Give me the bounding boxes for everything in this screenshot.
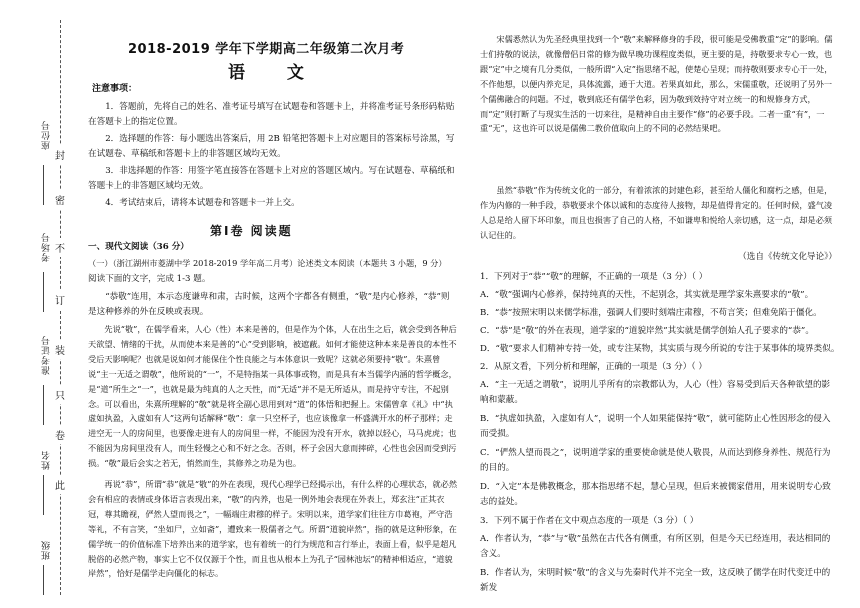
exam-room-label: 考场号 (42, 232, 52, 262)
question-stem: 3．下列不属于作者在文中观点态度的一项是（3 分）（ ） (480, 516, 699, 526)
class-label: 班级 (42, 540, 52, 560)
seal-mark: 只 (55, 385, 65, 404)
section-title: 第Ⅰ卷 阅读题 (210, 224, 293, 238)
question-option[interactable]: A．作者认为，“恭”与“敬”虽然在古代各有侧重，有所区别，但是今天已经连用，表达相同的含义。 (480, 534, 831, 560)
name-label: 姓名 (42, 450, 52, 470)
question-option[interactable]: B．“执虚如执盈，入虚如有人”，说明一个人如果能保持“敬”，就可能防止心性因形念的侵入而受损。 (480, 414, 831, 440)
question-option[interactable]: A．“主一无适之谓敬”，说明儿乎所有的宗教都认为，人心（性）容易受到后天各种欲望的影响和蒙蔽。 (480, 380, 831, 406)
question-stem: 2．从原文看，下列分析和理解，正确的一项是（3 分）（ ） (480, 362, 707, 372)
seal-mark: 卷 (55, 425, 65, 444)
question-option[interactable]: A．“敬”强调内心修养，保持纯真的天性，不起别念，其实就是理学家朱熹要求的“敬”。 (480, 290, 814, 300)
subject-title: 语 文 (228, 63, 322, 83)
subsection-heading: （一）（浙江湖州市菱湖中学 2018-2019 学年高二月考）论述类文本阅读（本题共 3 小题，9 分） (88, 258, 447, 268)
instruction: 阅读下面的文字，完成 1-3 题。 (88, 274, 211, 284)
passage-paragraph: 虽然“恭敬”作为传统文化的一部分，有着浓浓的封建色彩，甚至给人僵化和腐朽之感，但是，作为内修的一种手段，恭敬要求个体以诚和的态度待人接物，却是值得肯定的。任何时候，盛气凌人总是给人留下坏印象，而且也损害了自己的人格，不如谦卑和悦给人亲切感，这一点，却是必须认记住的。 (480, 185, 833, 240)
exam-title: 2018-2019 学年下学期高二年级第二次月考 (128, 42, 405, 57)
question-option[interactable]: C．“恭”是“敬”的外在表现，道学家的“道貌岸然”其实就是儒学创始人孔子要求的“恭”。 (480, 326, 814, 336)
question-option[interactable]: D．“入定”本是佛教概念，那本指思绪不起，慧心呈现，但后来被儒家借用，用来说明专心致志的益处。 (480, 482, 831, 508)
seat-number-label: 座位号 (42, 120, 52, 150)
admission-number-label: 准考证号 (42, 335, 52, 375)
binding-margin (0, 0, 78, 608)
notice-item: 3．非选择题的作答：用签字笔直接答在答题卡上对应的答题区域内。写在试题卷、草稿纸和答题卡上的非答题区域均无效。 (88, 166, 455, 192)
question-option[interactable]: D．“敬”要求人们精神专持一处，或专注某物，其实质与现今所说的专注于某事体的境界类似。 (480, 344, 840, 354)
seat-number-field[interactable] (43, 165, 44, 205)
source-citation: （选自《传统文化导论》） (738, 252, 837, 262)
passage-paragraph: “恭敬”连用，本示态度谦卑和肃，古时候，这两个字都各有侧重，“敬”是内心修养，“恭”则是这种修养的外在反映或表现。 (88, 292, 450, 318)
notice-heading: 注意事项： (92, 84, 138, 94)
admission-number-field[interactable] (43, 385, 44, 425)
question-option[interactable]: C．“俨然人望而畏之”，说明道学家的重要使命就是使人敬畏，从而达到修身养性、规范行为的目的。 (480, 448, 831, 474)
question-stem: 1．下列对于“恭”“敬”的理解，不正确的一项是（3 分）（ ） (480, 272, 708, 282)
question-option[interactable]: B．作者认为，宋明时候“敬”的含义与先秦时代并不完全一致，这反映了儒学在时代变迁中的新发 (480, 568, 831, 594)
notice-item: 1．答题前，先将自己的姓名、准考证号填写在试题卷和答题卡上，并将准考证号条形码粘贴在答题卡上的指定位置。 (88, 102, 455, 128)
passage-paragraph: 再说“恭”，所谓“恭”就是“敬”的外在表现，现代心理学已经揭示出，有什么样的心理状态，就必然会有相应的表情或身体语言表现出来，“敬”的内养，也是一例外地会表现在外表上，郑玄注“正其衣冠，尊其瞻视，俨然人望而畏之”，一幅端庄肃穆的样子。宋明以来，道学家们往往方巾葛袍，严守浩等礼，不有言笑，“坐如尸，立如斋”，遭致来一股儒者之气。所谓“道貌岸然”，指的就是这种形象，在儒学统一的价值标准下培养出来的道学家，也有着统一的行为规范和言行举止，表面上看，似乎是超凡脱俗的必然产物，事实上它不仅仅源于个性，而且也从根本上为孔子“园林池坛”的精神相适应，“道貌岸然”，恰好是儒学走向僵化的标志。 (88, 479, 458, 579)
notice-item: 2．选择题的作答：每小题选出答案后，用 2B 铅笔把答题卡上对应题目的答案标号涂黑，写在试题卷、草稿纸和答题卡上的非答题区域均无效。 (88, 134, 455, 160)
seal-mark: 订 (55, 290, 65, 309)
question-option[interactable]: B．“恭”按照宋明以来儒学标准，强调人们要时刻端庄肃穆，不苟言笑；但难免陷于僵化。 (480, 308, 822, 318)
class-field[interactable] (43, 565, 44, 595)
seal-mark: 密 (55, 190, 65, 209)
seal-mark: 封 (55, 145, 65, 164)
notice-item: 4．考试结束后，请将本试题卷和答题卡一并上交。 (105, 198, 300, 208)
seal-mark: 装 (55, 340, 65, 359)
seal-mark: 此 (55, 475, 65, 494)
seal-mark: 不 (55, 238, 65, 257)
exam-room-field[interactable] (43, 272, 44, 312)
part-heading: 一、现代文阅读（36 分） (88, 242, 189, 252)
passage-paragraph: 先说“敬”，在儒学看来，人心（性）本来是善的，但是作为个体，人在出生之后，就会受到各种后天欲望、情绪的干扰，从而使本来是善的“心”受到影响，被遮蔽。如何才能使这种本来是善良的本性不受后天影响呢？也就是说如何才能保住个性良能之与本体意识一致呢？这就必须要持“敬”。朱熹曾说“主一无适之谓敬”，他所说的“一”，不是特指某一具体事或物，而是具有本当儒学内涵的哲学概念，是“道”所生之“一”，也就是最为纯真的人之天性，而“无适”并不是无所适从，而是持守专注，不起别念。可以看出，朱熹所理解的“敬”就是将全副心思用到对“道”的体悟和把握上。宋儒曾拿《礼》中“执虚如执盈，入虚如有人”这两句话解释“敬”：拿一只空杯子，也应该像拿一杯盛满开水的杯子那样；走进空无一人的房间里，也要像走进有人的房间里一样，不能因为没有开水，就掉以轻心，马马虎虎；也不能因为房间里没有人，而生轻慢之心和不好之念。否则，杯子会因大意而摔碎，心性也会因而受到污损。“敬”最后会实之若无，悄然而生，其修养之功是为也。 (88, 324, 457, 469)
name-field[interactable] (43, 475, 44, 515)
passage-paragraph: 宋儒悉然认为先圣经典里找到一个“敬”来解释修身的手段，很可能是受佛教重“定”的影响。儒士们持敬的说法，就像僧侣日常的修为做早晚功课程度类似，更主要的是，持敬要求专心一致，也跟“定”中之境有几分类似，一般所谓“入定”指思绪不起，使楚心呈现；而持敬则要求专心于一处，不作他想，以便内养充足，具体流露，通于大道。若果真如此，那么，宋儒重敬，还说明了另外一个儒佛融合的问题。不过，敬到底还有儒学色彩，因为敬到效持守对立统一的和规修身方式，而“定”则打断了与现实生活的一切来往，是精神自由主要作“修”的必要手段。二者一重“有”，一重“无”，这也许可以说是儒佛二教价值取向上的不同的必然结果吧。 (480, 34, 833, 134)
